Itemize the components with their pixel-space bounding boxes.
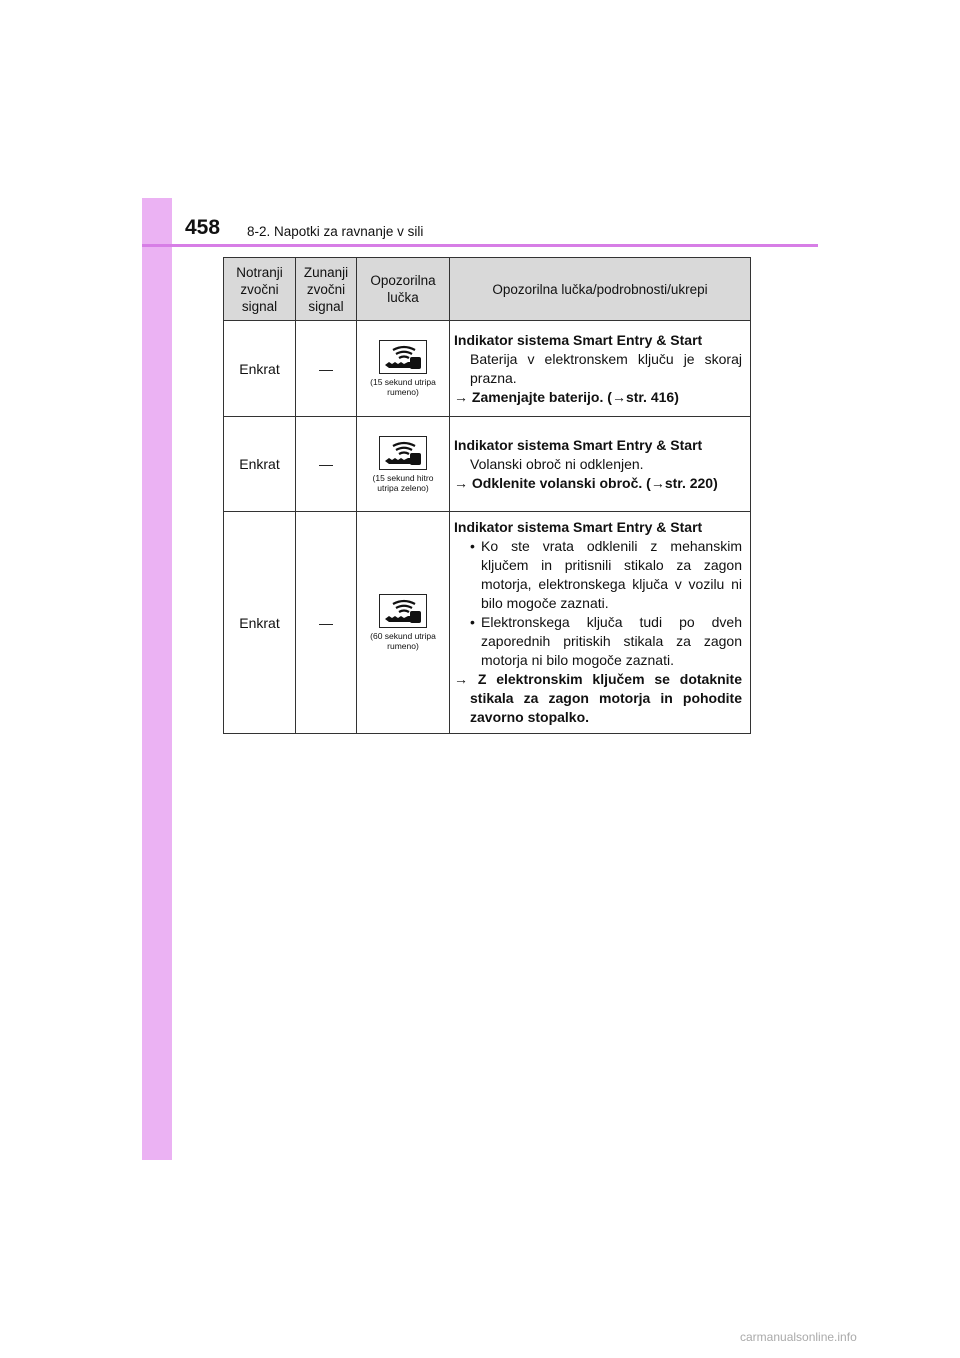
warning-table: [223, 257, 751, 734]
arrow-icon: →: [650, 474, 665, 491]
action-text: → Zamenjajte baterijo. (→str. 416): [454, 388, 679, 405]
arrow-icon: →: [611, 388, 626, 405]
warning-light-cell: [357, 417, 450, 512]
details-cell: [450, 321, 751, 417]
page-number: 458: [185, 216, 221, 239]
action-text: → Odklenite volanski obroč. (→str. 220): [454, 474, 718, 491]
arrow-icon: →: [454, 671, 468, 687]
warning-light-cell: [357, 321, 450, 417]
indicator-title: Indikator sistema Smart Entry & Start: [454, 436, 703, 453]
watermark: carmanualsonline.info: [740, 1330, 857, 1344]
smart-key-icon: [379, 594, 427, 628]
header-rule: [142, 244, 818, 247]
lamp-caption: (15 sekund hitro utripa zeleno): [372, 472, 434, 493]
header-external-buzzer: Zunanji zvočni signal: [296, 258, 357, 321]
table-row: [224, 512, 751, 734]
warning-light-cell: [357, 512, 450, 734]
action-text: → Z elektronskim ključem se dotaknite stikala za zagon motorja in pohodite zavorno stopalko.: [454, 671, 742, 725]
indicator-title: Indikator sistema Smart Entry & Start: [454, 519, 703, 535]
header-warning-light: Opozorilna lučka: [357, 258, 450, 321]
details-cell: [450, 512, 751, 734]
internal-buzzer-cell: Enkrat: [224, 512, 296, 734]
detail-text: Baterija v elektronskem ključu je skoraj prazna.: [470, 350, 742, 386]
header-internal-buzzer: Notranji zvočni signal: [224, 258, 296, 321]
details-cell: [450, 417, 751, 512]
internal-buzzer-cell: Enkrat: [224, 321, 296, 417]
list-item: • Elektronskega ključa tudi po dveh zaporednih pritiskih stikala za zagon motorja ni bilo mogoče zaznati.: [470, 614, 742, 668]
indicator-title: Indikator sistema Smart Entry & Start: [454, 331, 703, 348]
header-details: Opozorilna lučka/podrobnosti/ukrepi: [450, 258, 751, 321]
table-header-row: [224, 258, 751, 321]
chapter-tab-strip: [142, 198, 172, 1160]
external-buzzer-cell: —: [296, 512, 357, 734]
internal-buzzer-cell: Enkrat: [224, 417, 296, 512]
list-item: • Ko ste vrata odklenili z mehanskim ključem in pritisnili stikalo za zagon motorja, elektronskega ključa v vozilu ni bilo mogoče zaznati.: [470, 538, 742, 611]
arrow-icon: →: [454, 474, 468, 491]
external-buzzer-cell: —: [296, 417, 357, 512]
detail-text: Volanski obroč ni odklenjen.: [470, 455, 644, 472]
table-row: [224, 417, 751, 512]
bullet-list: [454, 537, 742, 670]
smart-key-icon: [379, 340, 427, 374]
lamp-caption: (15 sekund utripa rumeno): [370, 377, 436, 397]
external-buzzer-cell: —: [296, 321, 357, 417]
table-row: [224, 321, 751, 417]
lamp-caption: (60 sekund utripa rumeno): [370, 631, 436, 651]
section-title: 8-2. Napotki za ravnanje v sili: [247, 224, 424, 239]
smart-key-icon: [379, 436, 427, 470]
page-reference: str. 220): [664, 474, 718, 491]
page-reference: str. 416): [625, 388, 679, 405]
arrow-icon: →: [454, 388, 468, 405]
